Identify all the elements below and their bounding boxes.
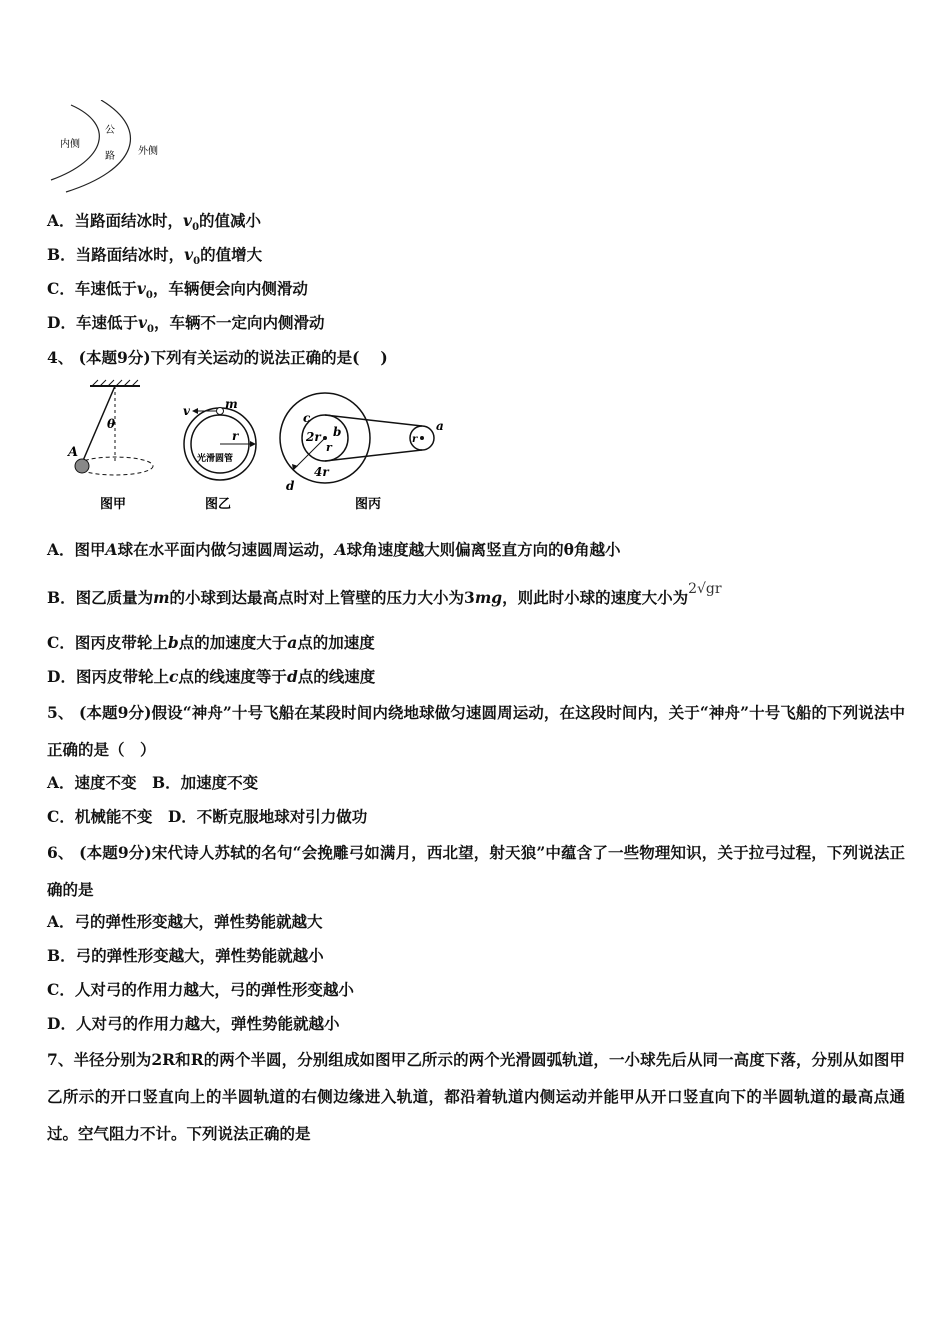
q5-stem: 5、 (本题9分)假设“神舟”十号飞船在某段时间内绕地球做匀速圆周运动，在这段时间内，关于“神舟”十号飞船的下列说法中正确的是（ ） — [47, 703, 905, 759]
q5-options-row-1: A．速度不变 B．加速度不变 — [47, 773, 259, 792]
figure-yi — [183, 397, 256, 512]
q5-options-row-2: C．机械能不变 D．不断克服地球对引力做功 — [47, 807, 368, 826]
sqrt-formula: 2√gr — [688, 581, 722, 597]
ball-a — [75, 459, 89, 473]
label-a-point: a — [436, 419, 444, 433]
q4-option-d: D．图丙皮带轮上c点的线速度等于d点的线速度 — [47, 667, 376, 686]
q4-option-c: C．图丙皮带轮上b点的加速度大于a点的加速度 — [47, 633, 375, 652]
label-2r: 2r — [306, 430, 321, 444]
caption-bing: 图丙 — [355, 497, 382, 512]
label-r-a: r — [412, 434, 418, 445]
road-label-2: 路 — [105, 151, 115, 162]
figure-jia — [66, 380, 153, 512]
label-a: A — [68, 445, 79, 460]
figure-bing — [280, 393, 444, 512]
caption-yi: 图乙 — [205, 497, 232, 512]
road-label-1: 公 — [105, 125, 115, 136]
inner-label: 内侧 — [60, 139, 80, 150]
label-m: m — [225, 397, 238, 411]
road-figure — [46, 100, 176, 195]
q6-option-a: A．弓的弹性形变越大，弹性势能就越大 — [47, 912, 323, 931]
q4-stem: 4、 (本题9分)下列有关运动的说法正确的是( ) — [47, 348, 388, 367]
q4-option-b: B．图乙质量为m的小球到达最高点时对上管壁的压力大小为3mg，则此时小球的速度大小为2√gr — [47, 581, 722, 607]
label-r-small: r — [326, 441, 332, 454]
q6-option-c: C．人对弓的作用力越大，弓的弹性形变越小 — [47, 980, 354, 999]
q3-option-c: C．车速低于$v_0$，车辆便会向内侧滑动 — [47, 279, 308, 302]
label-tube: 光滑圆管 — [197, 454, 234, 464]
label-b: b — [333, 425, 342, 439]
q6-stem: 6、 (本题9分)宋代诗人苏轼的名句“会挽雕弓如满月，西北望，射天狼”中蕴含了一些物理知识，关于拉弓过程，下列说法正确的是 — [47, 843, 905, 899]
q3-option-d: D．车速低于$v_0$，车辆不一定向内侧滑动 — [47, 313, 325, 336]
q7-stem: 7、半径分别为2R和R的两个半圆，分别组成如图甲乙所示的两个光滑圆弧轨道，一小球先后从同一高度下落，分别从如图甲乙所示的开口竖直向上的半圆轨道的右侧边缘进入轨道，都沿着轨道内侧运动并能甲从开口竖直向下的半圆轨道的最高点通过。空气阻力不计。下列说法正确的是 — [47, 1050, 905, 1143]
label-c: c — [303, 411, 311, 425]
label-4r: 4r — [314, 465, 329, 479]
label-theta: θ — [107, 417, 116, 431]
label-v: v — [183, 404, 190, 418]
label-r-yi: r — [232, 429, 239, 443]
q6-option-d: D．人对弓的作用力越大，弹性势能就越小 — [47, 1014, 340, 1033]
outer-label: 外侧 — [138, 146, 158, 157]
q4-figures — [60, 378, 460, 518]
label-d: d — [286, 479, 295, 493]
q3-option-b: B．当路面结冰时，$v_0$的值增大 — [47, 245, 263, 268]
q3-option-a: A．当路面结冰时，$v_0$的值减小 — [47, 211, 262, 234]
caption-jia: 图甲 — [100, 497, 127, 512]
q6-option-b: B．弓的弹性形变越大，弹性势能就越小 — [47, 946, 324, 965]
q4-option-a: A．图甲A球在水平面内做匀速圆周运动，A球角速度越大则偏离竖直方向的θ角越小 — [47, 540, 621, 559]
